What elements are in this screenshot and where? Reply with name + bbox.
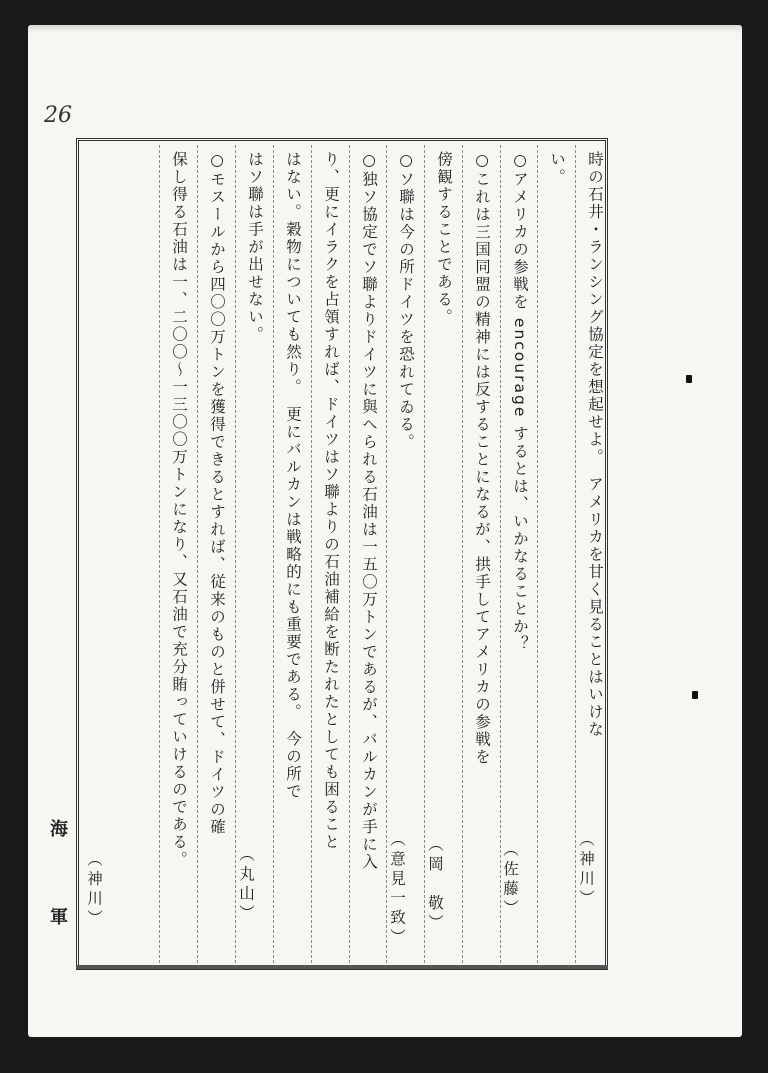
text-column-7: ○独ソ協定でソ聯よりドイツに與へられる石油は一五〇万トンであるが、バルカンが手に入 bbox=[360, 151, 378, 871]
signature-consensus: （意見一致） bbox=[388, 831, 406, 948]
column-rule bbox=[235, 145, 236, 963]
column-rule bbox=[349, 145, 350, 963]
text-column-10: はソ聯は手が出せない。 bbox=[246, 151, 264, 344]
signature-kamikawa-2: （神川） bbox=[85, 851, 103, 929]
margin-mark bbox=[686, 375, 692, 383]
text-column-1: 時の石井・ランシング協定を想起せよ。 アメリカを甘く見ることはいけな bbox=[586, 151, 604, 739]
signature-kamikawa: （神川） bbox=[577, 831, 595, 909]
column-rule bbox=[311, 145, 312, 963]
text-column-2: い。 bbox=[548, 151, 566, 186]
side-label-gun: 軍 bbox=[50, 907, 68, 928]
column-rule bbox=[537, 145, 538, 963]
margin-mark bbox=[692, 691, 698, 699]
manuscript-frame bbox=[76, 138, 608, 970]
text-column-8: り、更にイラクを占領すれば、ドイツはソ聯よりの石油補給を断たれたとしても困ること bbox=[322, 151, 340, 851]
text-column-5: 傍観することである。 bbox=[435, 151, 453, 326]
column-rule bbox=[462, 145, 463, 963]
column-rule bbox=[197, 145, 198, 963]
frame-bottom-band bbox=[76, 965, 608, 969]
text-column-9: はない。穀物についても然り。 更にバルカンは戦略的にも重要である。 今の所で bbox=[284, 151, 302, 801]
page-number: 26 bbox=[44, 103, 72, 128]
text-column-3: ○アメリカの参戦を encourage するとは、いかなることか？ bbox=[511, 151, 529, 653]
column-rule bbox=[273, 145, 274, 963]
signature-sato: （佐藤） bbox=[501, 841, 519, 919]
text-column-6: ○ソ聯は今の所ドイツを恐れてゐる。 bbox=[397, 151, 415, 451]
signature-oka: （岡 敬） bbox=[426, 836, 444, 934]
text-column-4: ○これは三国同盟の精神には反することになるが、拱手してアメリカの参戦を bbox=[473, 151, 491, 766]
column-rule bbox=[159, 145, 160, 963]
text-column-11: ○モスールから四〇〇万トンを獲得できるとすれば、従来のものと併せて、ドイツの確 bbox=[208, 151, 226, 836]
document-page bbox=[28, 25, 742, 1037]
side-label-kai: 海 bbox=[50, 819, 68, 840]
page-edge-shadow bbox=[28, 25, 742, 33]
signature-maruyama: （丸山） bbox=[237, 846, 255, 924]
text-column-12: 保し得る石油は一、二〇〇～一三〇〇万トンになり、又石油で充分賄っていけるのである。 bbox=[170, 151, 188, 869]
